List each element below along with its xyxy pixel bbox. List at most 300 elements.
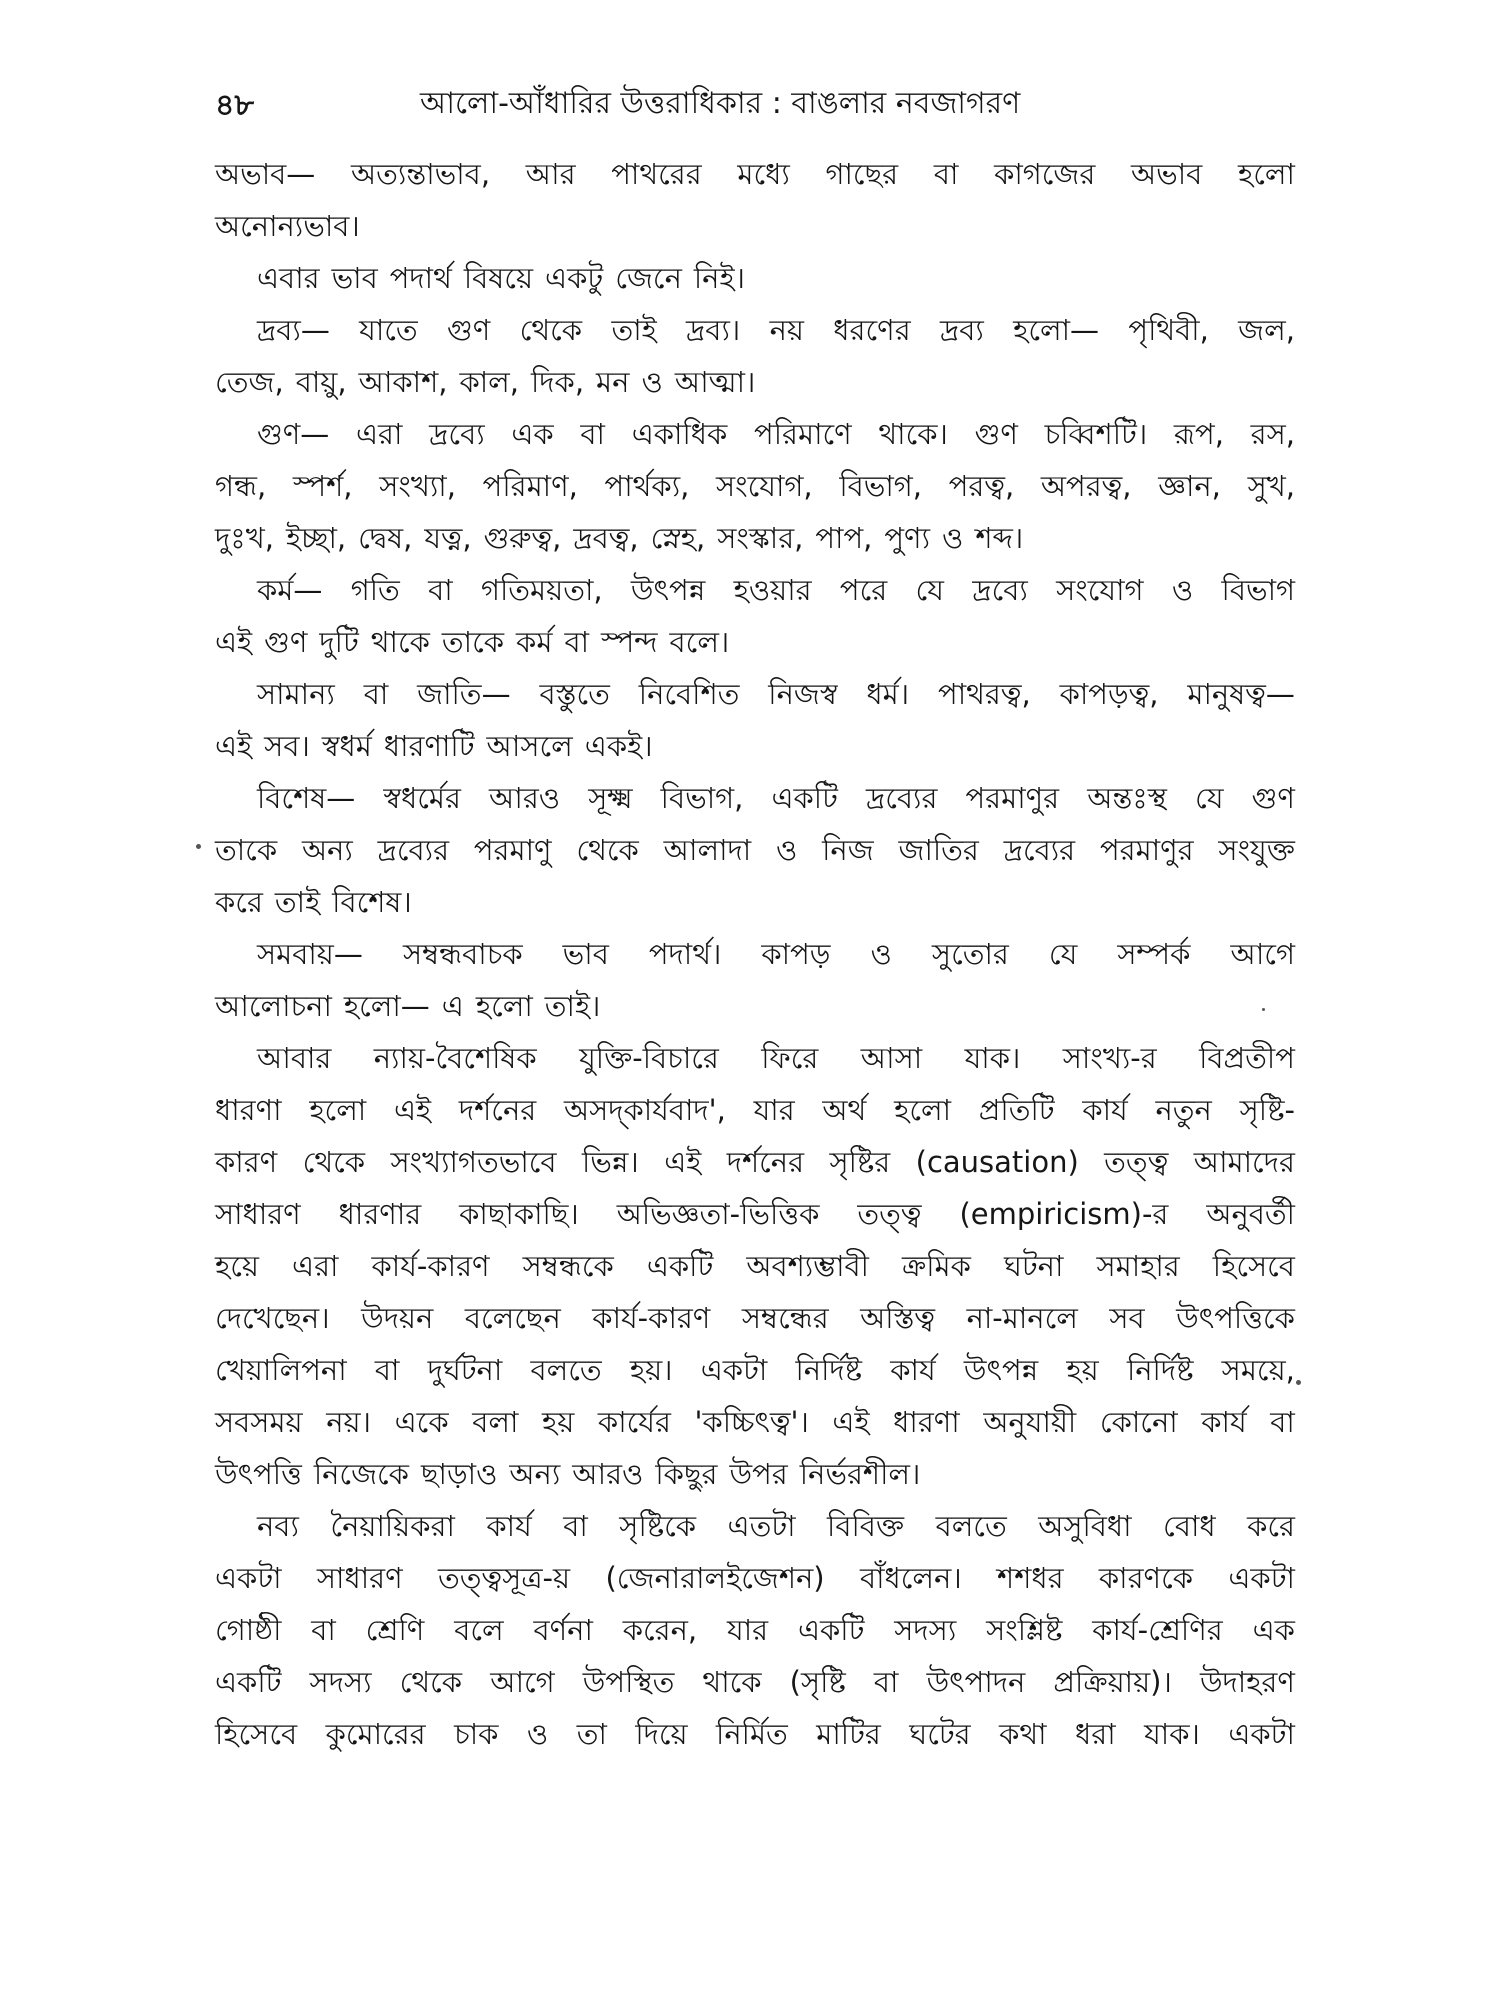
word: থেকে: [399, 1665, 463, 1699]
word: বোধ: [1163, 1509, 1216, 1543]
word: সব: [1109, 1301, 1145, 1335]
word: বলা: [472, 1405, 519, 1439]
word: আরও: [489, 781, 561, 815]
word: ও: [641, 365, 663, 399]
word: রূপ,: [1173, 417, 1224, 451]
word: যার: [727, 1613, 769, 1647]
word: গুণ: [974, 417, 1018, 451]
word: ঘটনা: [1003, 1249, 1064, 1283]
word: স্বধর্মের: [383, 781, 461, 815]
word: হলো: [475, 989, 533, 1023]
word: কর্ম: [516, 625, 553, 659]
word: সংখ্যা,: [379, 469, 456, 503]
word: বা: [428, 573, 453, 607]
word: আমাদের: [1193, 1145, 1295, 1179]
word: দর্শনের: [726, 1145, 805, 1179]
word: নির্ভরশীল।: [799, 1457, 921, 1491]
text-line: [215, 1188, 1295, 1240]
word: আগে: [1230, 937, 1295, 971]
word: পরত্ব,: [948, 469, 1015, 503]
word: কাপড়: [761, 937, 831, 971]
word: গুণ: [447, 313, 491, 347]
text-line: [215, 512, 1295, 564]
word: উৎপাদন: [926, 1665, 1026, 1699]
word: নির্মিত: [716, 1717, 788, 1751]
word: অর্থ: [822, 1093, 867, 1127]
word: তাকে: [215, 833, 278, 867]
word: না-মানলে: [966, 1301, 1078, 1335]
text-line: [215, 772, 1295, 824]
word: পার্থক্য,: [604, 469, 690, 503]
word: ও: [942, 521, 964, 555]
word: তাকে: [441, 625, 505, 659]
word: যাতে: [359, 313, 418, 347]
word: গন্ধ,: [215, 469, 267, 503]
text-line: [215, 1656, 1295, 1708]
word: অন্য: [509, 1457, 561, 1491]
word: দিয়ে: [635, 1717, 688, 1751]
word: করে: [1247, 1509, 1295, 1543]
word: দ্বেষ,: [358, 521, 413, 555]
word: (সৃষ্টি: [789, 1665, 846, 1699]
word: তেজ,: [215, 365, 284, 399]
word: বাঁধলেন।: [859, 1561, 962, 1595]
word: এই: [215, 625, 253, 659]
word: সদস্য: [894, 1613, 957, 1647]
word: আকাশ,: [358, 365, 448, 399]
word: আসলে: [486, 729, 573, 763]
word: তত্ত্ব: [857, 1197, 922, 1231]
word: কাল,: [459, 365, 519, 399]
text-line: [215, 1552, 1295, 1604]
page-number: ৪৮: [215, 88, 254, 123]
word: আগে: [490, 1665, 555, 1699]
word: বা: [374, 1353, 400, 1387]
text-line: [215, 1292, 1295, 1344]
text-line: [215, 1604, 1295, 1656]
word: সংযোগ,: [716, 469, 813, 503]
word: (empiricism)-র: [959, 1197, 1169, 1231]
word: সময়ে,: [1221, 1353, 1295, 1387]
word: গাছের: [825, 157, 899, 191]
word: এই: [664, 1145, 702, 1179]
word: বা: [563, 1509, 588, 1543]
word: (causation): [915, 1145, 1079, 1179]
word: হিসেবে: [1212, 1249, 1295, 1283]
print-speck: [196, 844, 201, 849]
word: মাটির: [816, 1717, 881, 1751]
word: হলো: [309, 1093, 367, 1127]
word: অস্তিত্ব: [860, 1301, 936, 1335]
word: দ্রব্যে: [972, 573, 1028, 607]
word: পরমাণুর: [1099, 833, 1194, 867]
text-line: [215, 876, 1295, 928]
word: ও: [870, 937, 892, 971]
word: বিশেষ—: [257, 781, 356, 815]
word: ও: [1171, 573, 1194, 607]
word: আরও: [572, 1457, 644, 1491]
word: পরমাণুর: [965, 781, 1060, 815]
word: উৎপন্ন: [963, 1353, 1039, 1387]
word: ও: [775, 833, 798, 867]
word: ভাব: [562, 937, 609, 971]
word: জাতি—: [417, 677, 511, 711]
word: থাকে: [370, 625, 430, 659]
text-line: [215, 720, 1295, 772]
text-line: [215, 564, 1295, 616]
word: জাতির: [898, 833, 979, 867]
word: হয়ে: [215, 1249, 259, 1283]
text-line: [215, 1708, 1295, 1760]
word: বা: [580, 417, 605, 451]
text-line: [215, 980, 1295, 1032]
word: থাকে: [702, 1665, 762, 1699]
word: সূক্ষ্ম: [588, 781, 633, 815]
word: বা: [873, 1665, 899, 1699]
word: সংস্কার,: [717, 521, 804, 555]
word: হয়।: [629, 1353, 673, 1387]
word: দ্রবত্ব,: [573, 521, 639, 555]
word: একটু: [545, 261, 604, 295]
word: গতিময়তা,: [480, 573, 603, 607]
word: নির্দিষ্ট: [1126, 1353, 1194, 1387]
word: সৃষ্টি-: [1239, 1093, 1295, 1127]
word: উদাহরণ: [1199, 1665, 1295, 1699]
word: বা: [933, 157, 959, 191]
word: ধারণা: [215, 1093, 282, 1127]
word: সংযোগ: [1056, 573, 1144, 607]
word: পরমাণু: [473, 833, 552, 867]
word: কার্য-কারণ: [592, 1301, 711, 1335]
word: সাধারণ: [215, 1197, 301, 1231]
word: করেন,: [622, 1613, 698, 1647]
word: তা: [576, 1717, 607, 1751]
word: যার: [753, 1093, 795, 1127]
word: কর্ম—: [257, 573, 323, 607]
text-line: [215, 1032, 1295, 1084]
word: এক: [1252, 1613, 1295, 1647]
text-line: [215, 824, 1295, 876]
print-speck: [1296, 1380, 1301, 1385]
word: গুণ: [264, 625, 308, 659]
word: বিষয়ে: [463, 261, 534, 295]
word: দ্রব্য।: [686, 313, 741, 347]
word: সুখ,: [1247, 469, 1295, 503]
word: সুতোর: [931, 937, 1009, 971]
word: এক: [511, 417, 554, 451]
word: সাংখ্য-র: [1062, 1041, 1157, 1075]
word: কাপড়ত্ব,: [1059, 677, 1159, 711]
word: হয়: [541, 1405, 575, 1439]
word: পুণ্য: [884, 521, 931, 555]
word: বলে।: [669, 625, 730, 659]
word: পরিমাণ,: [482, 469, 578, 503]
word: বা: [564, 625, 589, 659]
word: সম্বন্ধবাচক: [402, 937, 523, 971]
word: কাগজের: [994, 157, 1096, 191]
word: (জেনারালইজেশন): [605, 1561, 825, 1595]
word: কাছাকাছি।: [459, 1197, 579, 1231]
word: ন্যায়-বৈশেষিক: [373, 1041, 537, 1075]
word: পদার্থ।: [648, 937, 722, 971]
word: গুরুত্ব,: [483, 521, 562, 555]
word: একটা: [1228, 1561, 1295, 1595]
word: এই: [393, 1093, 432, 1127]
word: ও: [526, 1717, 549, 1751]
word: দ্রব্যের: [1003, 833, 1076, 867]
word: একটা: [700, 1353, 768, 1387]
word: অনুবর্তী: [1206, 1197, 1295, 1231]
word: শশধর: [997, 1561, 1064, 1595]
word: শ্রেণি: [365, 1613, 425, 1647]
word: নিজস্ব: [768, 677, 838, 711]
word: পরিমাণে: [754, 417, 852, 451]
word: বলতে: [935, 1509, 1007, 1543]
word: অন্য: [301, 833, 353, 867]
word: একটি: [797, 1613, 865, 1647]
running-title: আলো-আঁধারির উত্তরাধিকার : বাঙলার নবজাগরণ: [420, 86, 1021, 121]
word: বিভাগ,: [660, 781, 744, 815]
word: হলো—: [343, 989, 430, 1023]
word: নিজেকে: [313, 1457, 409, 1491]
word: একটি: [771, 781, 838, 815]
word: একাধিক: [631, 417, 728, 451]
word: তাই।: [544, 989, 601, 1023]
word: দেখেছেন।: [215, 1301, 330, 1335]
word: পাপ,: [815, 521, 873, 555]
word: মন: [596, 365, 630, 399]
word: এ: [441, 989, 464, 1023]
word: সংযুক্ত: [1218, 833, 1295, 867]
word: বায়ু,: [295, 365, 347, 399]
word: একই।: [584, 729, 653, 763]
word: যত্ন,: [424, 521, 472, 555]
text-line: [215, 252, 1295, 304]
word: নিজ: [822, 833, 874, 867]
word: দুর্ঘটনা: [427, 1353, 503, 1387]
word: যাক।: [1144, 1717, 1200, 1751]
word: হলো—: [1013, 313, 1100, 347]
word: থাকে।: [878, 417, 948, 451]
word: আলোচনা: [215, 989, 332, 1023]
word: শব্দ।: [975, 521, 1024, 555]
word: তাই: [611, 313, 657, 347]
word: অসুবিধা: [1038, 1509, 1132, 1543]
word: গুণ—: [257, 417, 330, 451]
word: হলো: [1238, 157, 1295, 191]
word: থেকে: [302, 1145, 366, 1179]
word: ইচ্ছা,: [285, 521, 347, 555]
word: অনুযায়ী: [983, 1405, 1077, 1439]
word: নিই।: [693, 261, 745, 295]
word: বলে: [454, 1613, 504, 1647]
word: আবার: [257, 1041, 332, 1075]
word: গোষ্ঠী: [215, 1613, 282, 1647]
word: উদয়ন: [361, 1301, 434, 1335]
word: যুক্তি-বিচারে: [579, 1041, 719, 1075]
running-header: [215, 80, 1295, 136]
word: দ্রব্য—: [257, 313, 330, 347]
word: কোনো: [1099, 1405, 1178, 1439]
word: দ্রব্যের: [865, 781, 938, 815]
word: সংশ্লিষ্ট: [986, 1613, 1063, 1647]
word: স্পর্শ,: [292, 469, 353, 503]
word: বিভাগ: [1221, 573, 1295, 607]
word: অসদ্‌কার্যবাদ',: [563, 1093, 726, 1127]
word: কিছুর: [655, 1457, 718, 1491]
word: সামান্য: [257, 677, 335, 711]
text-line: [215, 1136, 1295, 1188]
word: অবশ্যম্ভাবী: [746, 1249, 869, 1283]
text-line: [215, 668, 1295, 720]
text-line: [215, 1448, 1295, 1500]
text-line: [215, 1240, 1295, 1292]
text-line: [215, 460, 1295, 512]
word: প্রক্রিয়ায়)।: [1053, 1665, 1172, 1699]
word: হিসেবে: [215, 1717, 298, 1751]
word: অভিজ্ঞতা-ভিত্তিক: [616, 1197, 820, 1231]
word: বলতে: [530, 1353, 602, 1387]
word: অন্তঃস্থ: [1087, 781, 1167, 815]
word: থেকে: [576, 833, 639, 867]
word: যে: [1048, 937, 1078, 971]
word: ভিন্ন।: [581, 1145, 639, 1179]
word: ধারণার: [338, 1197, 422, 1231]
word: কার্য: [1201, 1405, 1247, 1439]
word: এবার: [257, 261, 320, 295]
word: থেকে: [519, 313, 583, 347]
text-line: [215, 1396, 1295, 1448]
word: আত্মা।: [674, 365, 756, 399]
word: একটি: [646, 1249, 714, 1283]
word: ধারণা: [893, 1405, 960, 1439]
word: ফিরে: [761, 1041, 819, 1075]
word: নৈয়ায়িকরা: [330, 1509, 455, 1543]
word: গতি: [350, 573, 400, 607]
word: ভাব: [331, 261, 378, 295]
word: সব।: [264, 729, 310, 763]
body-text: [215, 148, 1295, 1760]
word: সম্পর্ক: [1117, 937, 1191, 971]
word: এরা: [355, 417, 403, 451]
word: কারণ: [215, 1145, 278, 1179]
word: এই: [215, 729, 253, 763]
word: স্বধর্ম: [321, 729, 372, 763]
word: বিপ্রতীপ: [1199, 1041, 1295, 1075]
word: বিবিক্ত: [827, 1509, 905, 1543]
word: সদস্য: [309, 1665, 372, 1699]
word: বস্তুতে: [539, 677, 610, 711]
word: সাধারণ: [316, 1561, 403, 1595]
word: দ্রব্যে: [429, 417, 485, 451]
word: সংখ্যাগতভাবে: [390, 1145, 557, 1179]
word: প্রতিটি: [978, 1093, 1055, 1127]
word: হলো: [894, 1093, 951, 1127]
word: হয়: [1066, 1353, 1099, 1387]
word: নির্দিষ্ট: [795, 1353, 863, 1387]
word: ছাড়াও: [420, 1457, 498, 1491]
word: স্নেহ,: [650, 521, 706, 555]
word: সম্বন্ধের: [741, 1301, 829, 1335]
word: দ্রব্য: [939, 313, 984, 347]
word: নিবেশিত: [638, 677, 740, 711]
print-speck: [1262, 1008, 1265, 1011]
word: সম্বন্ধকে: [522, 1249, 614, 1283]
word: খেয়ালিপনা: [215, 1353, 347, 1387]
word: উৎপত্তি: [215, 1457, 302, 1491]
word: কার্য: [890, 1353, 936, 1387]
text-line: [215, 1344, 1295, 1396]
text-line: [215, 616, 1295, 668]
word: তাই: [274, 885, 321, 919]
word: দিক,: [531, 365, 585, 399]
word: দুঃখ,: [215, 521, 274, 555]
text-line: [215, 200, 1295, 252]
text-line: [215, 928, 1295, 980]
text-line: [215, 1500, 1295, 1552]
word: পাথরত্ব,: [938, 677, 1031, 711]
word: চব্বিশটি।: [1044, 417, 1148, 451]
word: বর্ণনা: [533, 1613, 593, 1647]
word: মধ্যে: [737, 157, 790, 191]
word: সৃষ্টিকে: [619, 1509, 697, 1543]
word: মানুষত্ব—: [1187, 677, 1295, 711]
word: কুমোরের: [325, 1717, 426, 1751]
word: কার্য: [1082, 1093, 1128, 1127]
word: উপর: [729, 1457, 788, 1491]
word: বিশেষ।: [332, 885, 412, 919]
word: এই: [832, 1405, 870, 1439]
word: সৃষ্টির: [829, 1145, 891, 1179]
word: সমাহার: [1096, 1249, 1180, 1283]
word: হওয়ার: [733, 573, 812, 607]
word: জল,: [1238, 313, 1295, 347]
word: এতটা: [727, 1509, 796, 1543]
word: আর: [525, 157, 576, 191]
word: ধরা: [1075, 1717, 1116, 1751]
word: করে: [215, 885, 263, 919]
word: অত্যন্তাভাব,: [350, 157, 491, 191]
word: নয়: [769, 313, 804, 347]
word: কার্য: [486, 1509, 532, 1543]
word: বা: [363, 677, 389, 711]
text-line: [215, 304, 1295, 356]
word: নব্য: [257, 1509, 299, 1543]
word: উপস্থিত: [582, 1665, 675, 1699]
word: ধর্ম।: [866, 677, 910, 711]
word: পদার্থ: [389, 261, 452, 295]
word: কার্যের: [597, 1405, 671, 1439]
word: আলাদা: [663, 833, 752, 867]
word: অনোন্যভাব।: [215, 209, 360, 243]
word: উৎপত্তিকে: [1176, 1301, 1295, 1335]
word: বলেছেন: [464, 1301, 561, 1335]
word: নতুন: [1155, 1093, 1212, 1127]
word: কারণকে: [1098, 1561, 1194, 1595]
word: গুণ: [1251, 781, 1295, 815]
word: বিভাগ,: [839, 469, 923, 503]
word: দর্শনের: [458, 1093, 537, 1127]
word: জেনে: [615, 261, 682, 295]
word: অভাব: [1131, 157, 1203, 191]
word: পৃথিবী,: [1128, 313, 1209, 347]
text-line: [215, 356, 1295, 408]
word: এরা: [292, 1249, 339, 1283]
text-line: [215, 1084, 1295, 1136]
word: 'কচ্চিৎত্ব'।: [694, 1405, 809, 1439]
word: তত্ত্ব: [1104, 1145, 1169, 1179]
word: দুটি: [319, 625, 359, 659]
